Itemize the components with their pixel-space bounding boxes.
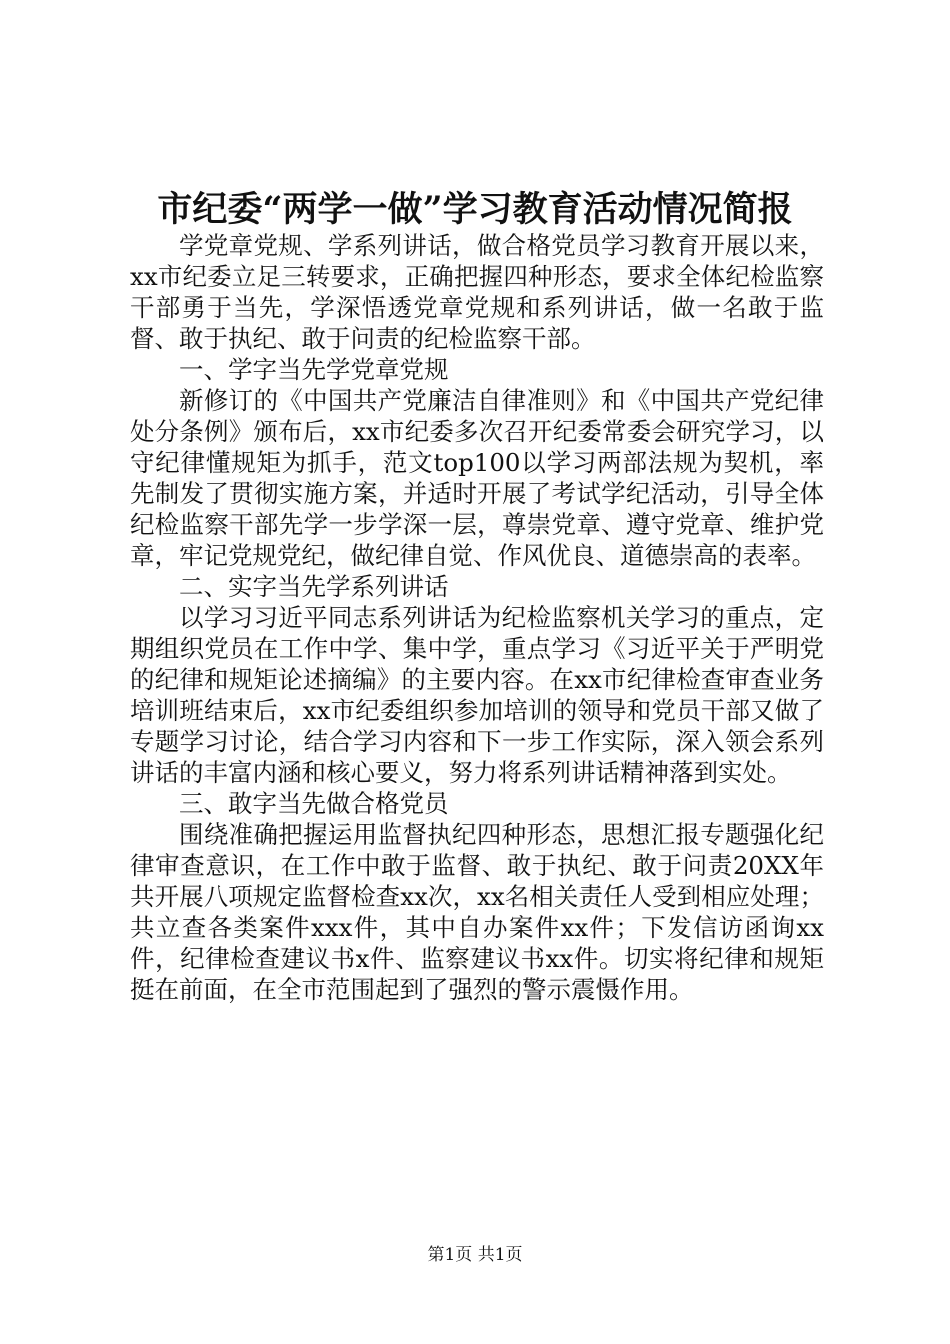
document-title: 市纪委“两学一做”学习教育活动情况简报: [157, 189, 793, 230]
page-footer: 第1页 共1页: [427, 1245, 523, 1265]
document-body: [130, 230, 824, 1005]
section-heading-1: 一、学字当先学党章党规: [179, 355, 449, 384]
section-heading-2: 二、实字当先学系列讲话: [179, 572, 449, 601]
section-paragraph-2: 以学习习近平同志系列讲话为纪检监察机关学习的重点，定期组织党员在工作中学、集中学，重点学习《习近平关于严明党的纪律和规矩论述摘编》的主要内容。在xx市纪律检查审查业务培训班结束后，xx市纪委组织参加培训的领导和党员干部又做了专题学习讨论，结合学习内容和下一步工作实际，深入领会系列讲话的丰富内涵和核心要义，努力将系列讲话精神落到实处。: [130, 603, 824, 787]
section-heading-3: 三、敢字当先做合格党员: [179, 789, 449, 818]
section-paragraph-3: 围绕准确把握运用监督执纪四种形态，思想汇报专题强化纪律审查意识，在工作中敢于监督、敢于执纪、敢于问责20XX年共开展八项规定监督检查xx次，xx名相关责任人受到相应处理；共立查各类案件xxx件，其中自办案件xx件；下发信访函询xx件，纪律检查建议书x件、监察建议书xx件。切实将纪律和规矩挺在前面，在全市范围起到了强烈的警示震慑作用。: [130, 820, 824, 1004]
section-paragraph-1: 新修订的《中国共产党廉洁自律准则》和《中国共产党纪律处分条例》颁布后，xx市纪委多次召开纪委常委会研究学习，以守纪律懂规矩为抓手，范文top100以学习两部法规为契机，率先制发了贯彻实施方案，并适时开展了考试学纪活动，引导全体纪检监察干部先学一步学深一层，尊崇党章、遵守党章、维护党章，牢记党规党纪，做纪律自觉、作风优良、道德崇高的表率。: [130, 386, 824, 570]
intro-paragraph: 学党章党规、学系列讲话，做合格党员学习教育开展以来，xx市纪委立足三转要求，正确把握四种形态，要求全体纪检监察干部勇于当先，学深悟透党章党规和系列讲话，做一名敢于监督、敢于执纪、敢于问责的纪检监察干部。: [130, 231, 824, 353]
